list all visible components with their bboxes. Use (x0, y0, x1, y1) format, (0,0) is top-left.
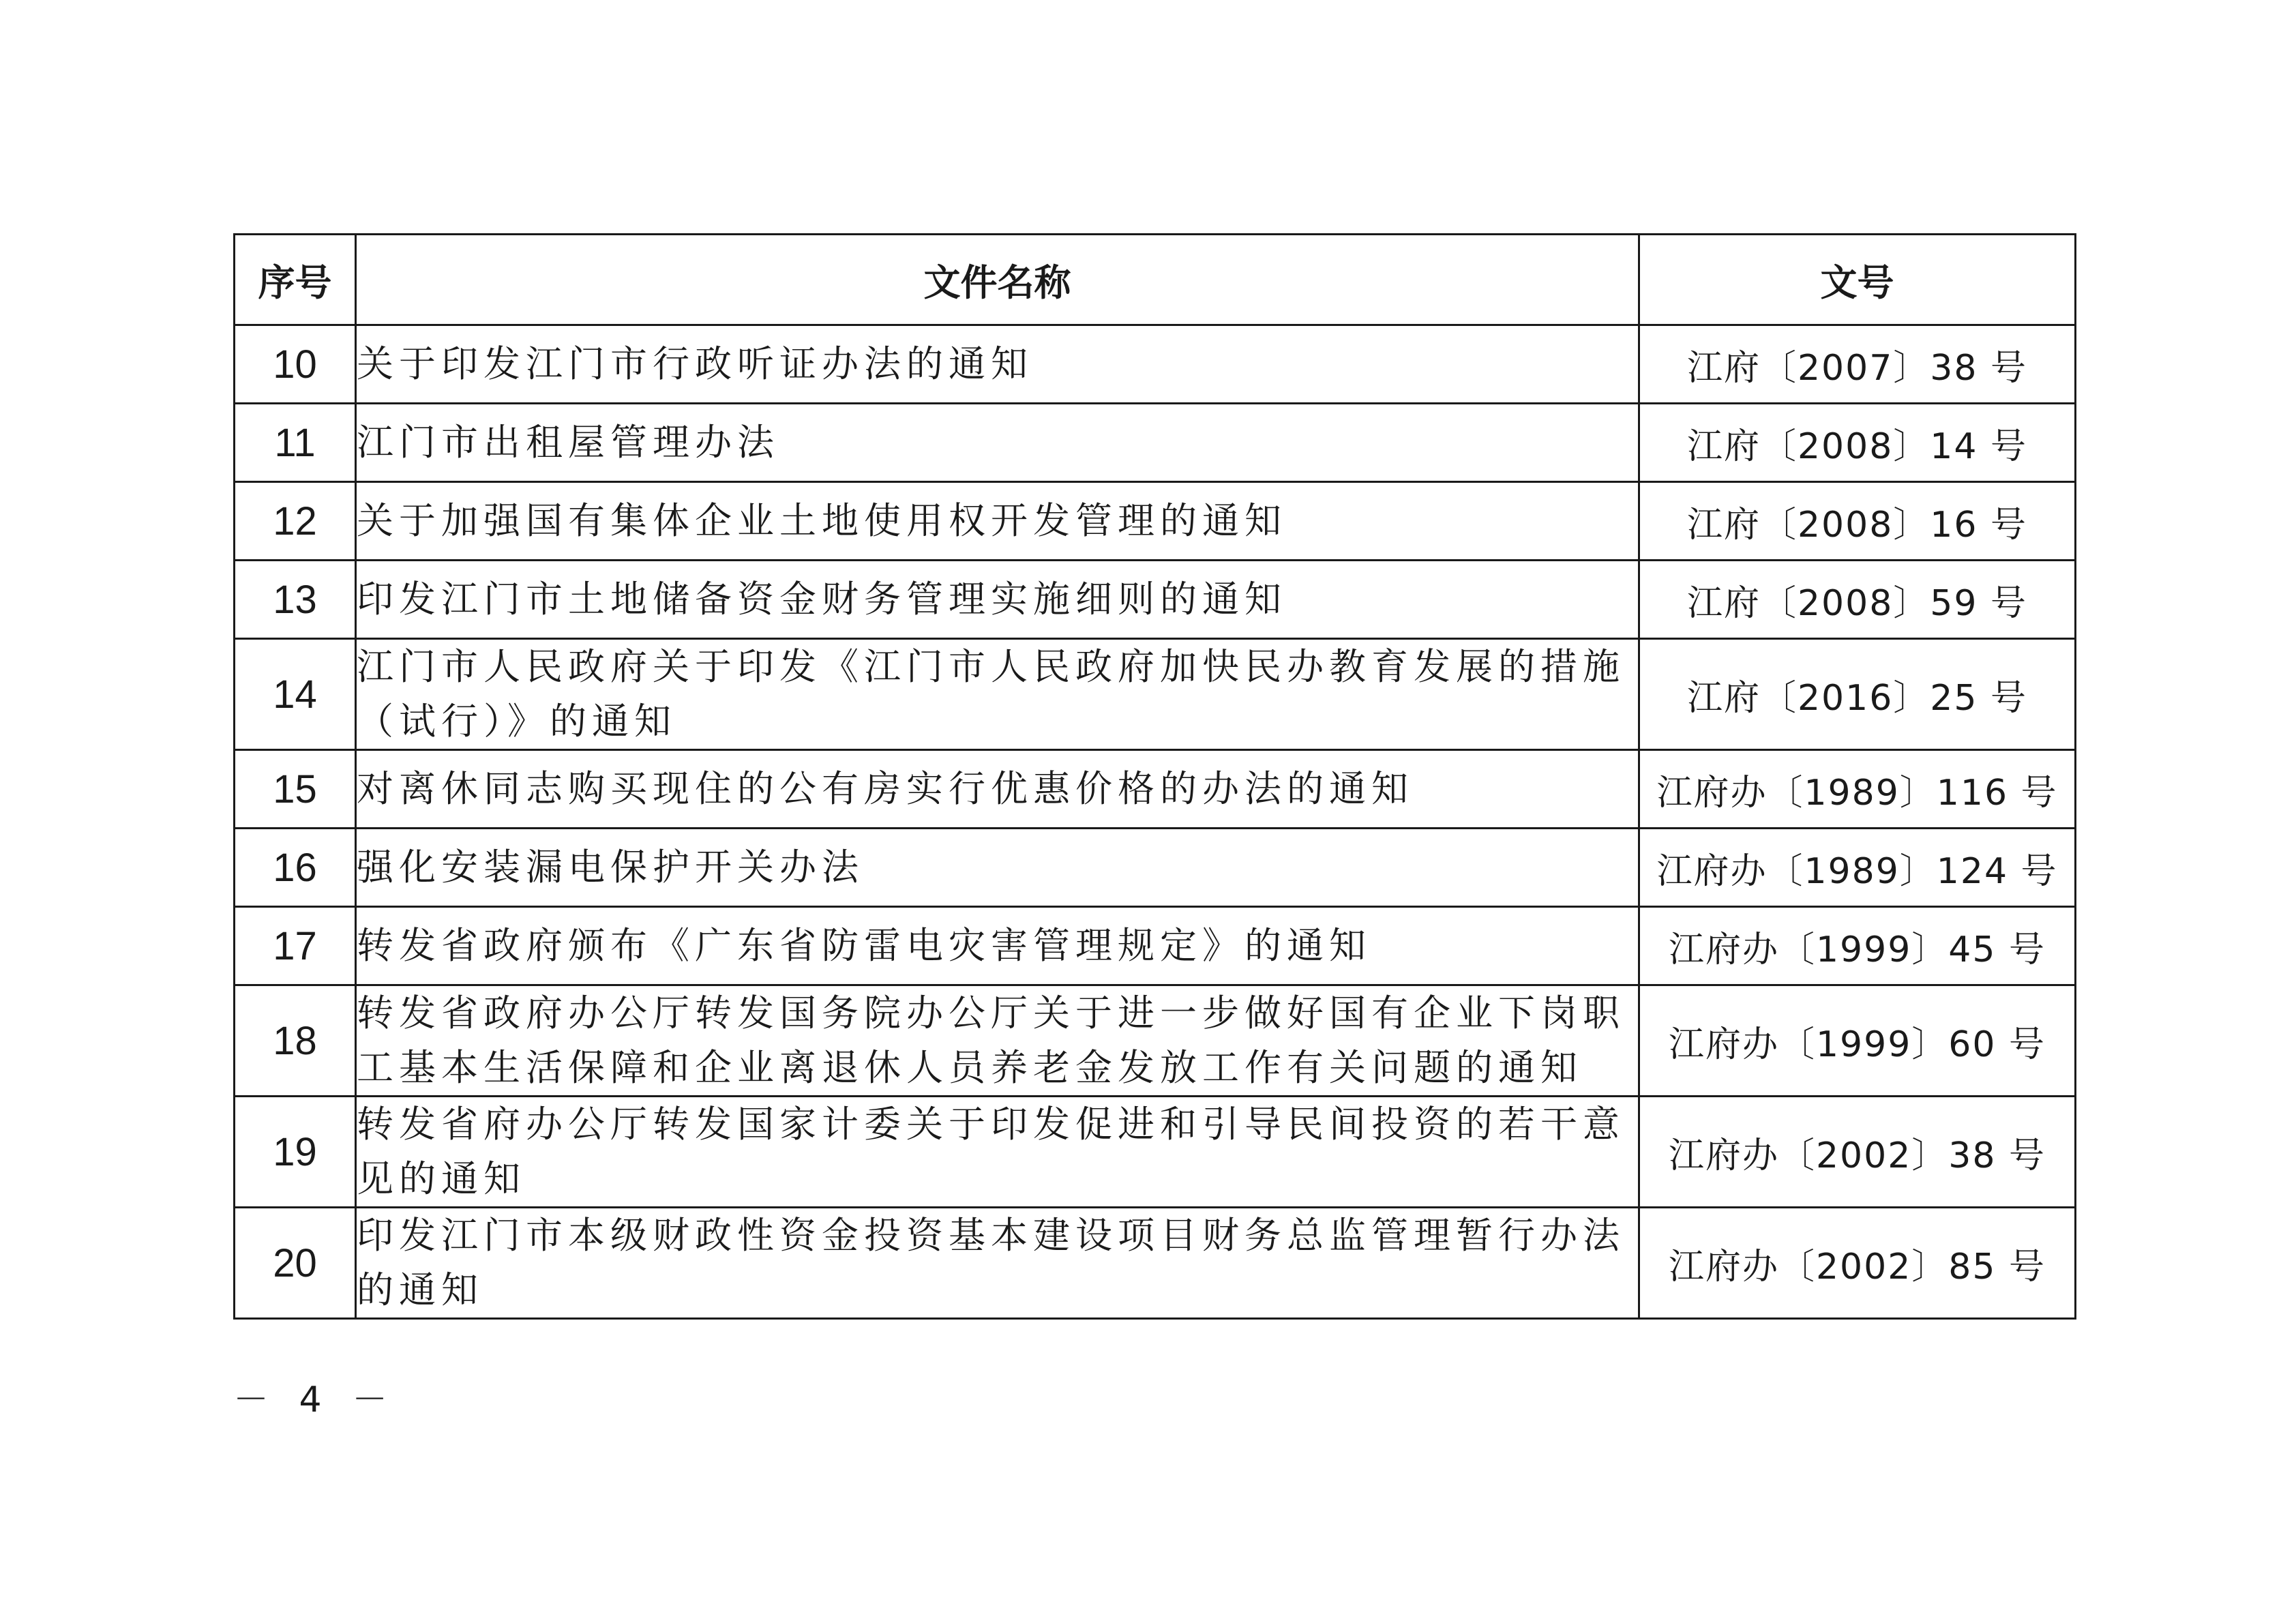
row-document-ref: 江府〔2008〕14 号 (1639, 404, 2076, 482)
table-row (235, 985, 2076, 1097)
row-document-ref: 江府办〔2002〕38 号 (1639, 1097, 2076, 1208)
table-row (235, 750, 2076, 829)
row-document-ref: 江府〔2008〕59 号 (1639, 561, 2076, 639)
table-header-row (235, 235, 2076, 325)
table-row (235, 639, 2076, 750)
row-document-name: 强化安装漏电保护开关办法 (356, 829, 1639, 907)
row-document-name: 江门市人民政府关于印发《江门市人民政府加快民办教育发展的措施（试行）》的通知 (356, 639, 1639, 750)
row-document-ref: 江府办〔2002〕85 号 (1639, 1208, 2076, 1319)
table-row (235, 1097, 2076, 1208)
row-serial-number: 20 (235, 1208, 356, 1319)
row-serial-number: 19 (235, 1097, 356, 1208)
row-serial-number: 14 (235, 639, 356, 750)
row-document-name: 江门市出租屋管理办法 (356, 404, 1639, 482)
row-document-name: 转发省政府颁布《广东省防雷电灾害管理规定》的通知 (356, 907, 1639, 985)
row-document-name: 关于加强国有集体企业土地使用权开发管理的通知 (356, 482, 1639, 561)
row-serial-number: 11 (235, 404, 356, 482)
row-document-ref: 江府〔2008〕16 号 (1639, 482, 2076, 561)
row-serial-number: 12 (235, 482, 356, 561)
table-row (235, 561, 2076, 639)
table-row (235, 404, 2076, 482)
row-document-name: 转发省政府办公厅转发国务院办公厅关于进一步做好国有企业下岗职工基本生活保障和企业离退休人员养老金发放工作有关问题的通知 (356, 985, 1639, 1097)
table-row (235, 1208, 2076, 1319)
row-serial-number: 16 (235, 829, 356, 907)
table-row (235, 482, 2076, 561)
header-document-ref: 文号 (1639, 235, 2076, 325)
document-list-table (233, 233, 2076, 1320)
row-document-ref: 江府〔2016〕25 号 (1639, 639, 2076, 750)
row-serial-number: 15 (235, 750, 356, 829)
row-document-ref: 江府办〔1999〕60 号 (1639, 985, 2076, 1097)
row-document-name: 关于印发江门市行政听证办法的通知 (356, 325, 1639, 404)
header-serial-number: 序号 (235, 235, 356, 325)
row-serial-number: 10 (235, 325, 356, 404)
row-document-name: 对离休同志购买现住的公有房实行优惠价格的办法的通知 (356, 750, 1639, 829)
table-row (235, 325, 2076, 404)
table-row (235, 829, 2076, 907)
row-document-ref: 江府〔2007〕38 号 (1639, 325, 2076, 404)
row-serial-number: 13 (235, 561, 356, 639)
row-document-name: 印发江门市土地储备资金财务管理实施细则的通知 (356, 561, 1639, 639)
row-document-ref: 江府办〔1989〕116 号 (1639, 750, 2076, 829)
row-serial-number: 17 (235, 907, 356, 985)
row-document-name: 转发省府办公厅转发国家计委关于印发促进和引导民间投资的若干意见的通知 (356, 1097, 1639, 1208)
row-document-ref: 江府办〔1989〕124 号 (1639, 829, 2076, 907)
table-row (235, 907, 2076, 985)
page-number: － 4 － (233, 1380, 398, 1420)
row-document-ref: 江府办〔1999〕45 号 (1639, 907, 2076, 985)
row-document-name: 印发江门市本级财政性资金投资基本建设项目财务总监管理暂行办法的通知 (356, 1208, 1639, 1319)
row-serial-number: 18 (235, 985, 356, 1097)
header-document-name: 文件名称 (356, 235, 1639, 325)
